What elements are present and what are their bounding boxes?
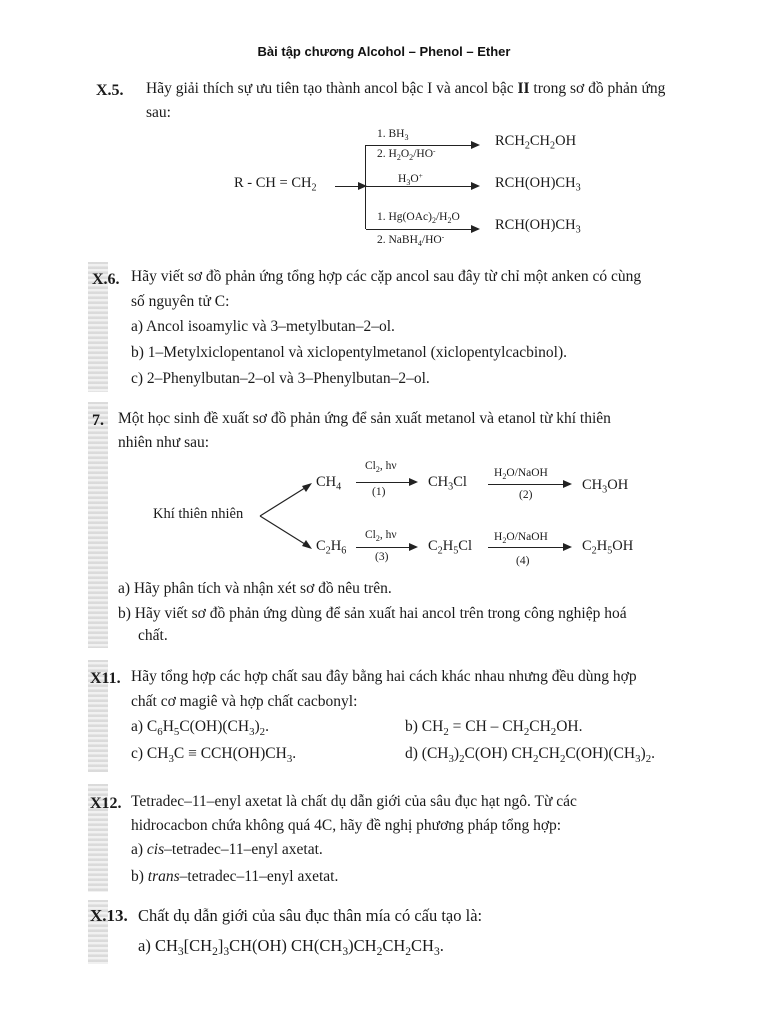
list-item: a) $CH_3[CH_2]_3CH(OH)$ $CH(CH_3)CH_2CH_2CH_3$. (138, 936, 444, 959)
branch-arrows (258, 478, 318, 554)
compound: $CH_3Cl$ (428, 474, 467, 493)
question-text: sau: (146, 104, 171, 121)
list-item: c) 2–Phenylbutan–2–ol và 3–Phenylbutan–2–ol. (131, 370, 430, 387)
question-text: chất cơ magiê và hợp chất cacbonyl: (131, 693, 358, 710)
compound: $CH_4$ (316, 474, 342, 493)
list-item: b) 1–Metylxiclopentanol và xiclopentylmetanol (xiclopentylcacbinol). (131, 344, 568, 361)
list-item: b) $CH_2$ = CH – $CH_2CH_2OH$. (405, 718, 583, 738)
exercise-number: X.13. (90, 906, 128, 925)
question-text: nhiên như sau: (118, 434, 210, 451)
question-text: số nguyên tử C: (131, 293, 230, 310)
compound: $CH_3OH$ (582, 477, 629, 496)
exercise-number: X.6. (92, 271, 120, 288)
step-label: (3) (375, 551, 389, 563)
reagent: 1. $Hg(OAc)_2/H_2O$ (377, 211, 460, 225)
question-text: Chất dụ dẫn giới của sâu đục thân mía có cấu tạo là: (138, 906, 483, 925)
step-label: (4) (516, 555, 530, 567)
exercise-number: X11. (90, 670, 121, 687)
exercise-number: X.5. (96, 82, 124, 99)
page-header: Bài tập chương Alcohol – Phenol – Ether (257, 44, 511, 59)
reagent: 2. NaBH$_4$/HO- (377, 232, 445, 248)
compound: $C_2H_5Cl$ (428, 538, 472, 557)
reaction-branch-line (365, 145, 366, 229)
question-text: Hãy viết sơ đồ phản ứng tổng hợp các cặp ancol sau đây từ chỉ một anken có cùng (131, 268, 642, 285)
reaction-arrow (488, 547, 570, 548)
exercise-number: X12. (90, 795, 122, 812)
list-item: b) trans–tetradec–11–enyl axetat. (131, 868, 339, 885)
reaction-arrow (356, 482, 416, 483)
question-text: Một học sinh đề xuất sơ đồ phản ứng để sản xuất metanol và etanol từ khí thiên (118, 410, 611, 427)
step-label: (1) (372, 486, 386, 498)
reaction-arrow (366, 145, 478, 146)
reagent: $Cl_2$, hν (365, 460, 397, 474)
list-item: c) $CH_3C \equiv CCH(OH)CH_3$. (131, 745, 297, 765)
compound: $C_2H_5OH$ (582, 538, 634, 557)
question-text: hidrocacbon chứa không quá 4C, hãy đề nghị phương pháp tổng hợp: (131, 817, 562, 834)
reagent: $Cl_2$, hν (365, 529, 397, 543)
list-item: a) Hãy phân tích và nhận xét sơ đồ nêu trên. (118, 580, 392, 597)
reaction-arrow (356, 547, 416, 548)
compound: $C_2H_6$ (316, 538, 347, 557)
source-label: Khí thiên nhiên (153, 506, 244, 522)
product: $RCH_2CH_2OH$ (495, 133, 577, 152)
reagent: 2. $H_2O_2/HO^-$ (377, 146, 436, 162)
reaction-branch-line (335, 186, 365, 187)
question-text: Hãy tổng hợp các hợp chất sau đây bằng hai cách khác nhau nhưng đều dùng hợp (131, 668, 637, 685)
reaction-arrow (366, 186, 478, 187)
list-item: d) $(CH_3)_2C(OH)$ $CH_2CH_2C(OH)(CH_3)_2$. (405, 745, 655, 765)
list-item: a) $C_6H_5C(OH)(CH_3)_2$. (131, 718, 269, 738)
scan-shadow (88, 402, 108, 648)
product: $RCH(OH)CH_3$ (495, 217, 581, 236)
reactant: R - CH = $CH_2$ (234, 175, 317, 194)
reagent: 1. $BH_3$ (377, 128, 409, 142)
list-item: b) Hãy viết sơ đồ phản ứng dùng để sản xuất hai ancol trên trong công nghiệp hoá (118, 605, 627, 622)
reagent: $H_2O$/NaOH (494, 467, 548, 481)
exercise-number: 7. (92, 412, 104, 429)
list-item: a) cis–tetradec–11–enyl axetat. (131, 841, 323, 858)
question-text: Tetradec–11–enyl axetat là chất dụ dẫn giới của sâu đục hạt ngô. Từ các (131, 793, 577, 810)
step-label: (2) (519, 489, 533, 501)
list-item: a) Ancol isoamylic và 3–metylbutan–2–ol. (131, 318, 395, 335)
product: $RCH(OH)CH_3$ (495, 175, 581, 194)
question-text: Hãy giải thích sự ưu tiên tạo thành ancol bậc I và ancol bậc II trong sơ đồ phản ứng (146, 80, 666, 97)
list-item: chất. (138, 627, 168, 644)
reagent: $H_3O^+$ (398, 171, 423, 187)
reaction-arrow (366, 229, 478, 230)
reaction-arrow (488, 484, 570, 485)
reagent: $H_2O$/NaOH (494, 531, 548, 545)
